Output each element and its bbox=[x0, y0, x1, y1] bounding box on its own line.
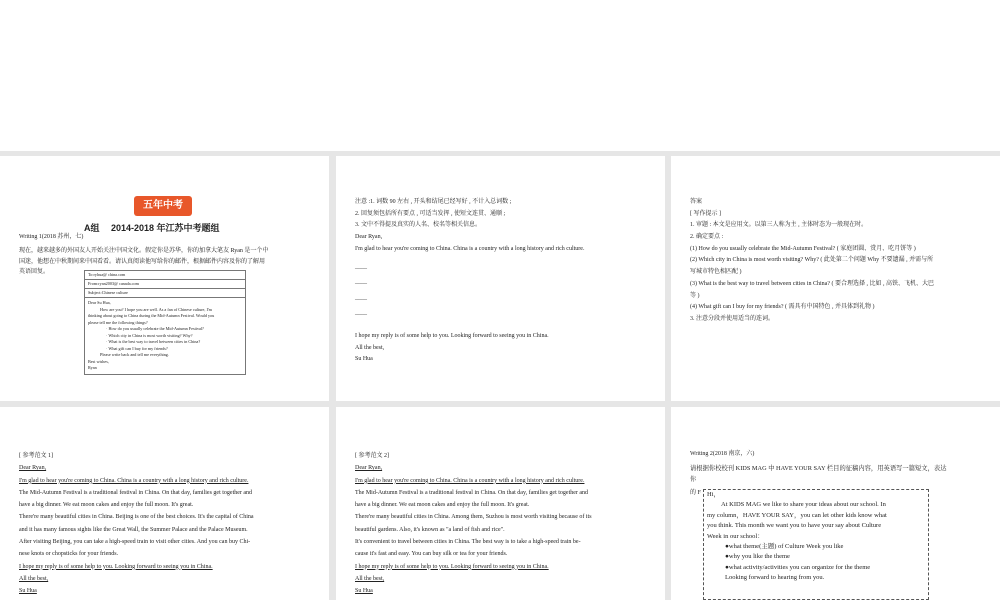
essay-line: and it has many famous sights like the Great Wall, the Summer Palace and the Palace Museum. bbox=[19, 526, 248, 533]
letter-greeting: Dear Ryan, bbox=[355, 234, 383, 241]
prompt-line: 请根据你校校刊 KIDS MAG 中 HAVE YOUR SAY 栏目的征稿内容，用英语写一篇短文，表达 bbox=[690, 465, 947, 472]
essay-sign: Su Hua bbox=[19, 588, 37, 595]
prompt-line: 你 bbox=[690, 477, 697, 483]
slide-notes[interactable] bbox=[336, 156, 665, 401]
blank-line: ____ bbox=[355, 264, 367, 270]
email-para: please tell me the following things? bbox=[88, 319, 148, 325]
notice-line: At KIDS MAG we like to share your ideas about our school. In bbox=[721, 501, 886, 509]
notice-line: you think. This month we want you to have your say about Culture bbox=[707, 522, 882, 530]
essay-line: I'm glad to hear you're coming to China. China is a country with a long history and rich culture. bbox=[19, 477, 249, 484]
prompt-line: 国迷，他想在中秋期间来中国看看。请认真阅读他写给你的邮件，根据邮件内容及你的了解用 bbox=[19, 258, 266, 265]
column-notice-box bbox=[703, 489, 929, 600]
answer-line: (2) Which city in China is most worth visiting? Why? ( 此处第二个问题 Why 不要遗漏 , 并需与所 bbox=[690, 257, 934, 264]
email-body bbox=[85, 298, 245, 374]
blank-line: ____ bbox=[355, 309, 367, 316]
answer-line: (1) How do you usually celebrate the Mid-Autumn Festival? ( 家庭团圆、赏月、吃月饼等 ) bbox=[690, 245, 916, 252]
answer-line: 1. 审题 : 本文是应用文。以第三人称为主 , 主体时态为一般现在时。 bbox=[690, 222, 868, 229]
note-line: 3. 文中不得提及真实的人名、校名等相关信息。 bbox=[355, 222, 482, 229]
essay-line: cause it's fast and easy. You can buy silk or tea for your friends. bbox=[355, 551, 508, 558]
slide-writing-2[interactable] bbox=[671, 407, 1000, 600]
notice-bullet: ●why you like the theme bbox=[725, 553, 790, 561]
answer-line: 2. 确定要点 : bbox=[690, 234, 724, 241]
slide-sample-essay-1[interactable] bbox=[0, 407, 329, 600]
email-closing: Best wishes, bbox=[88, 358, 109, 364]
slide-writing-1[interactable] bbox=[0, 156, 329, 401]
email-question: · How do you usually celebrate the Mid-Autumn Festival? bbox=[106, 326, 204, 331]
blank-lines bbox=[355, 260, 367, 321]
prompt-line: 的 F bbox=[690, 490, 701, 496]
blank-line: ____ bbox=[355, 279, 367, 286]
essay-line: There're many beautiful cities in China. Among them, Suzhou is most worth visiting because of its bbox=[355, 514, 592, 521]
email-question: · What gift can I buy for my friends? bbox=[106, 345, 168, 351]
section-badge: 五年中考 bbox=[134, 196, 192, 216]
prompt-line: 现在，越来越多的外国友人开始关注中国文化。假定你是苏华，你的加拿大笔友 Ryan 是一个中 bbox=[19, 248, 269, 254]
group-title: A组 2014-2018 年江苏中考题组 bbox=[84, 223, 220, 233]
blank-line: ____ bbox=[355, 294, 367, 301]
letter-sign: All the best, bbox=[355, 344, 385, 351]
email-para: thinking about going to China during the Mid-Autumn Festival. Would you bbox=[88, 313, 215, 318]
email-para: How are you? I hope you are well. As a fan of Chinese culture, I'm bbox=[100, 306, 212, 312]
essay-sign: All the best, bbox=[19, 575, 49, 582]
notes-block bbox=[355, 197, 584, 255]
note-line: 注意 :1. 词数 90 左右 , 开头和结尾已经写好 , 不计入总词数 ; bbox=[355, 199, 512, 205]
email-greeting: Dear Su Hua, bbox=[88, 300, 111, 305]
answer-line: [ 写作提示 ] bbox=[690, 210, 721, 217]
slide-sample-essay-2[interactable] bbox=[336, 407, 665, 600]
notice-line: my column，HAVE YOUR SAY，you can let other kids know what bbox=[707, 511, 887, 519]
email-question: · What is the best way to travel between cities in China? bbox=[106, 339, 201, 344]
notice-line: Week in our school： bbox=[707, 532, 764, 540]
note-line: 2. 回复须包括所有要点 , 可适当发挥 , 使短文连贯、通顺 ; bbox=[355, 210, 506, 217]
answer-line: (4) What gift can I buy for my friends? ( 需具有中国特色 , 并具体到礼物 ) bbox=[690, 304, 875, 311]
essay-block bbox=[19, 450, 254, 598]
essay-closing: I hope my reply is of some help to you. Looking forward to seeing you in China. bbox=[19, 563, 213, 570]
essay-line: The Mid-Autumn Festival is a traditional festival in China. On that day, families get together and bbox=[355, 489, 589, 496]
notice-line: Looking forward to hearing from you. bbox=[725, 574, 825, 582]
notice-bullet: ●what theme(主题) of Culture Week you like bbox=[725, 542, 844, 550]
notice-bullet: ●what activity/activities you can organize for the theme bbox=[725, 563, 871, 571]
essay-sign: Su Hua bbox=[355, 588, 373, 595]
essay-line: The Mid-Autumn Festival is a traditional festival in China. On that day, families get together and bbox=[19, 489, 253, 496]
essay-greeting: Dear Ryan, bbox=[355, 465, 383, 472]
essay-greeting: Dear Ryan, bbox=[19, 465, 47, 472]
notice-greeting: Hi， bbox=[707, 491, 720, 498]
writing-label: Writing 2(2018 南京，六) bbox=[690, 451, 755, 457]
essay-label: [ 参考范文 2] bbox=[355, 453, 389, 459]
essay-line: After visiting Beijing, you can take a high-speed train to visit other cities. And you can buy Chi- bbox=[19, 539, 251, 546]
essay-block bbox=[355, 450, 592, 598]
essay-label: [ 参考范文 1] bbox=[19, 453, 53, 459]
essay-line: There're many beautiful cities in China. Beijing is one of the best choices. It's the capital of China bbox=[19, 514, 254, 521]
email-question: · Which city in China is most worth visiting? Why? bbox=[106, 332, 193, 338]
email-closing: Please write back and tell me everything. bbox=[100, 352, 169, 357]
essay-line: nese knots or chopsticks for your friends. bbox=[19, 551, 119, 558]
writing-label: Writing 1(2018 苏州，七) bbox=[19, 234, 84, 240]
answer-line: 3. 注意分段并使用适当的连词。 bbox=[690, 315, 775, 322]
answer-line: (3) What is the best way to travel between cities in China? ( 要合理选择 , 比如 , 高铁、飞机、大巴 bbox=[690, 280, 935, 287]
essay-line: have a big dinner. We eat moon cakes and enjoy the full moon. It's great. bbox=[355, 502, 530, 509]
essay-line: have a big dinner. We eat moon cakes and enjoy the full moon. It's great. bbox=[19, 502, 194, 509]
email-box bbox=[84, 270, 246, 375]
answer-line: 写城市特色相匹配 ) bbox=[690, 269, 742, 276]
essay-line: beautiful gardens. Also, it's known as "a land of fish and rice". bbox=[355, 526, 505, 533]
email-subject: Subject:Chinese culture bbox=[85, 289, 245, 298]
letter-end bbox=[355, 331, 549, 366]
email-sign: Ryan bbox=[88, 365, 97, 370]
letter-sign: Su Hua bbox=[355, 356, 373, 363]
email-to: To:ryhua@ china.com bbox=[85, 271, 245, 280]
essay-line: I'm glad to hear you're coming to China. China is a country with a long history and rich culture. bbox=[355, 477, 585, 484]
slide-answer-tips[interactable] bbox=[671, 156, 1000, 401]
answer-line: 等 ) bbox=[690, 292, 700, 299]
answer-line: 答案 bbox=[690, 199, 703, 205]
prompt-line: 英语回复。 bbox=[19, 269, 50, 275]
essay-line: It's convenient to travel between cities in China. The best way is to take a high-speed train be- bbox=[355, 539, 581, 546]
essay-closing: I hope my reply is of some help to you. Looking forward to seeing you in China. bbox=[355, 563, 549, 570]
letter-opening: I'm glad to hear you're coming to China. China is a country with a long history and rich culture. bbox=[355, 245, 585, 252]
letter-closing: I hope my reply is of some help to you. Looking forward to seeing you in China. bbox=[355, 333, 549, 339]
essay-sign: All the best, bbox=[355, 575, 385, 582]
blank-area bbox=[0, 0, 1000, 151]
answer-block bbox=[690, 197, 934, 326]
email-from: From:ryan2003@ canada.com bbox=[85, 280, 245, 289]
